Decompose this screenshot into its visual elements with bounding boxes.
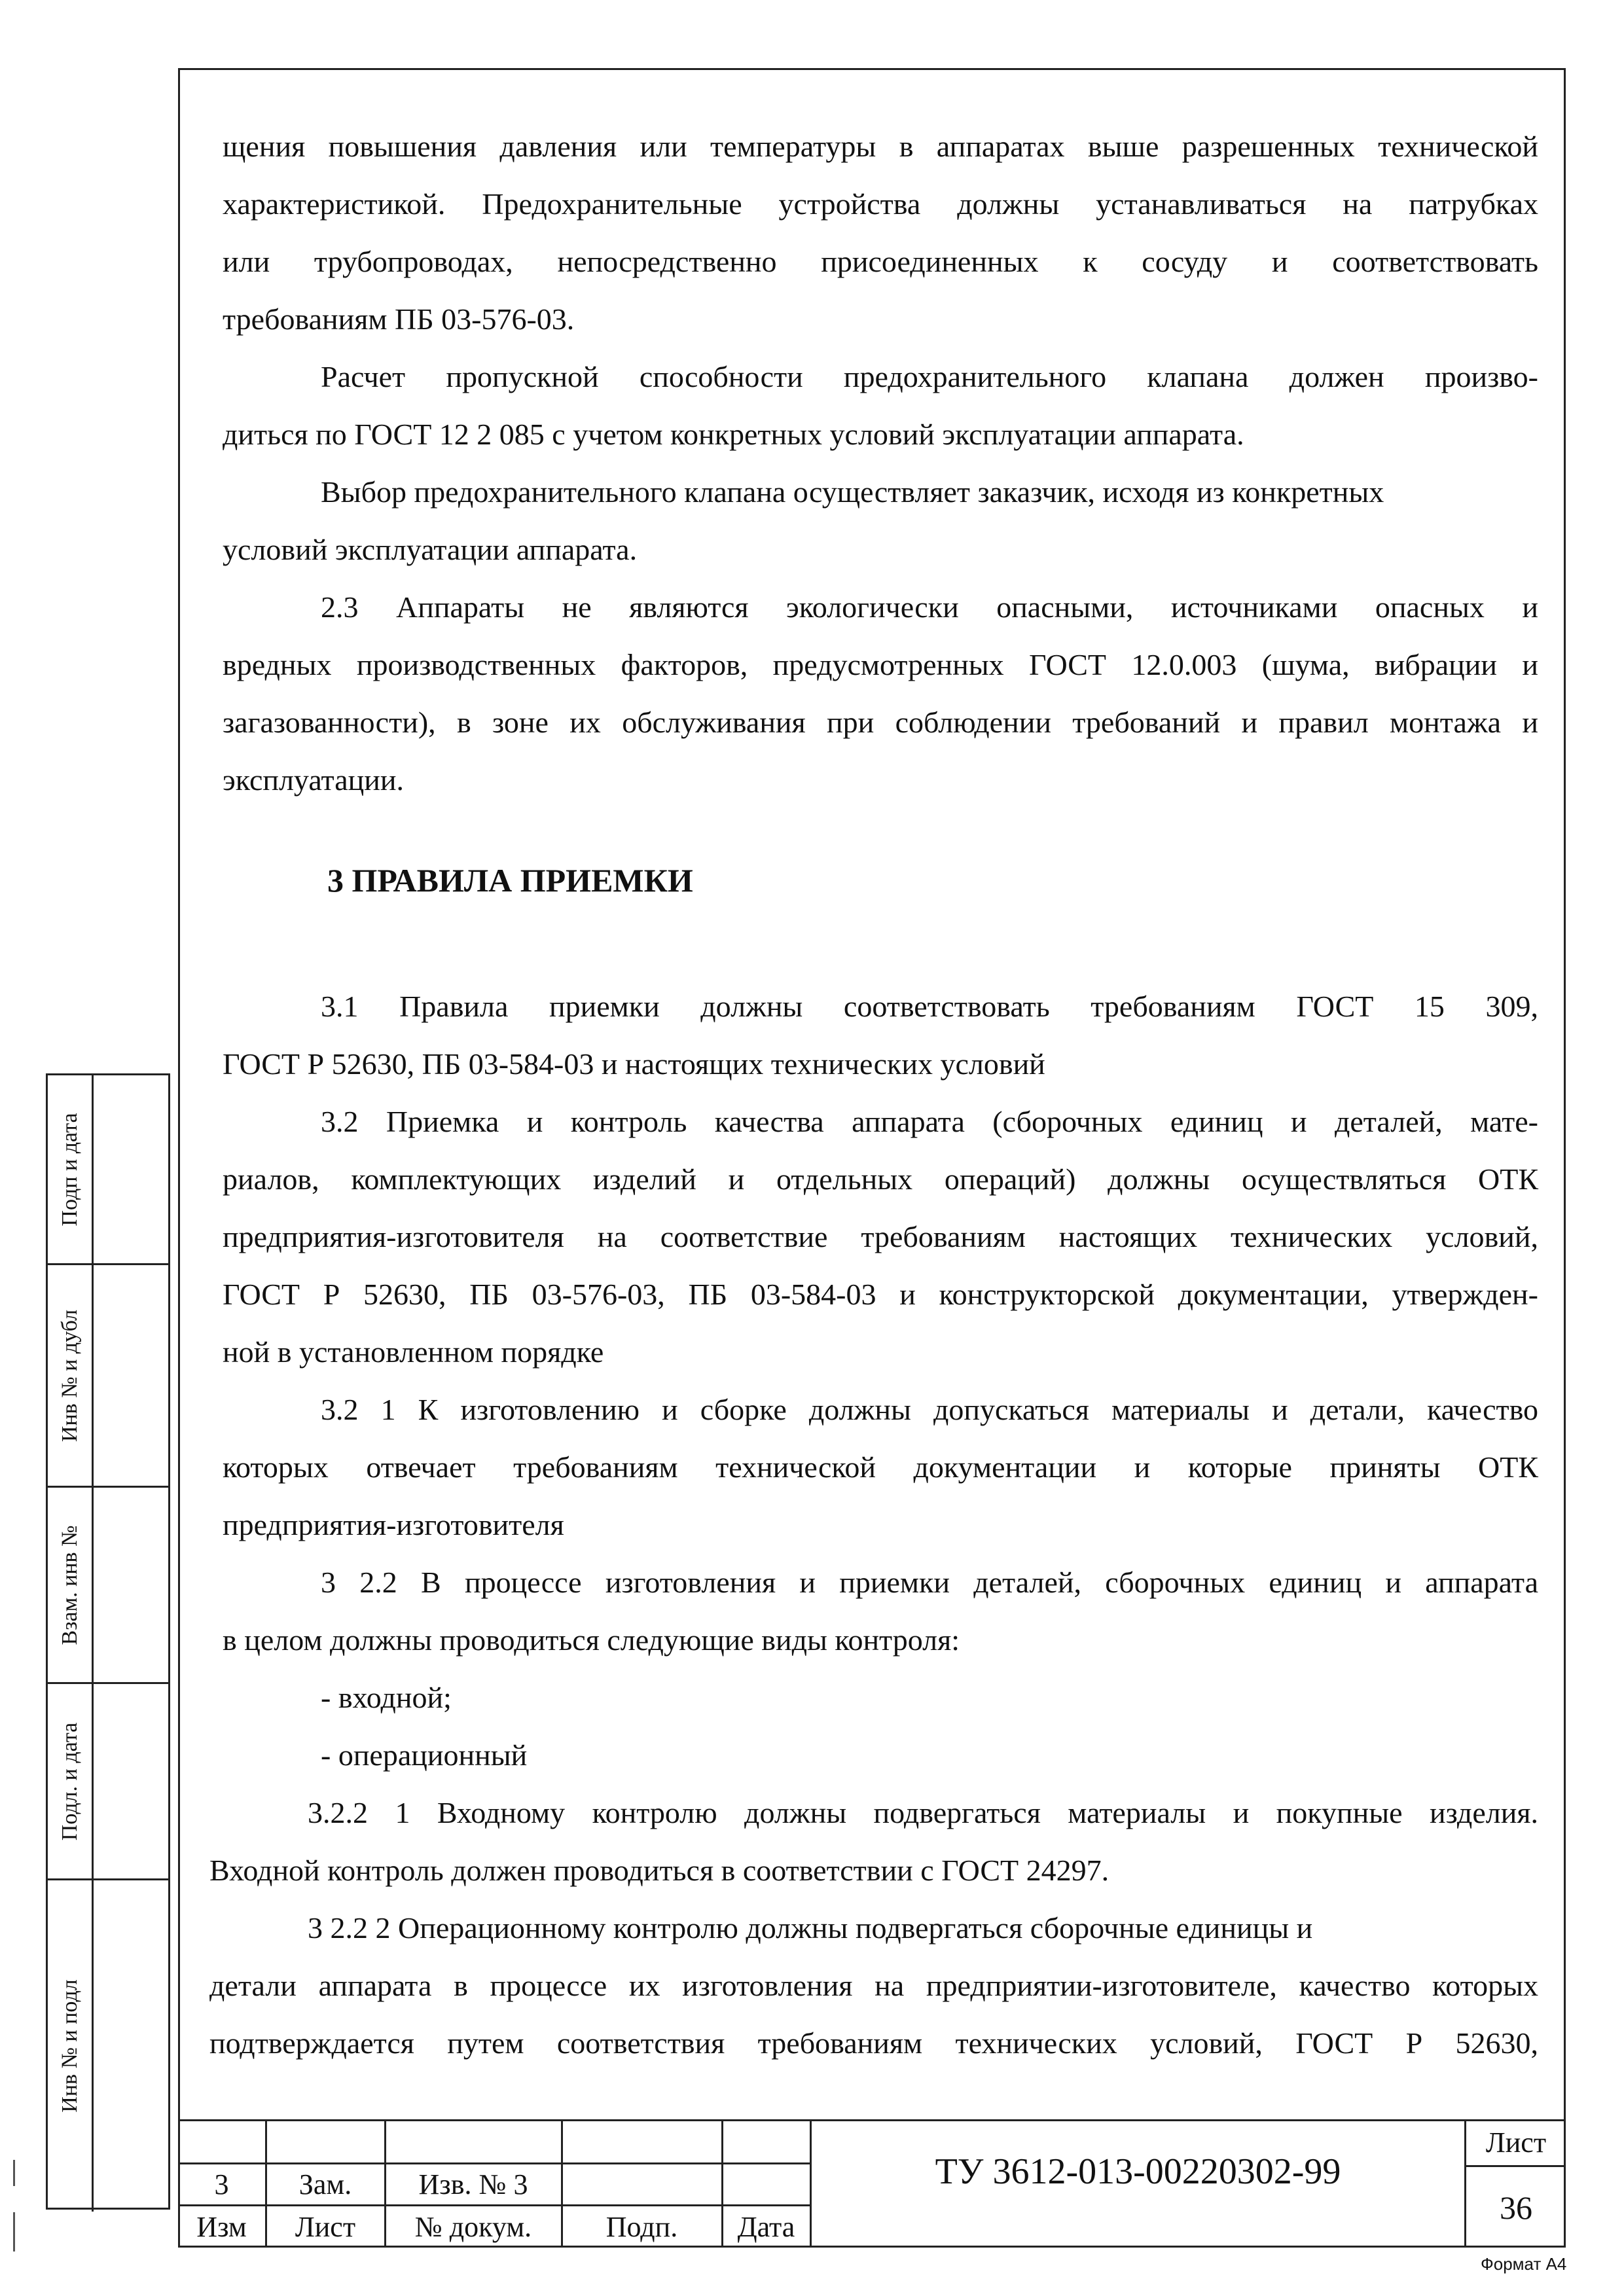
- strip-cell: [48, 1488, 168, 1684]
- text-line: подтверждается путем соответствия требованиям технических условий, ГОСТ Р 52630,: [209, 2026, 1538, 2060]
- format-label: Формат А4: [1481, 2254, 1567, 2274]
- text-line: загазованности), в зоне их обслуживания при соблюдении требований и правил монтажа и: [223, 706, 1538, 739]
- header-signature: Подп.: [605, 2210, 678, 2243]
- rev-change-number: 3: [214, 2168, 229, 2200]
- rev-date: [723, 2164, 810, 2204]
- strip-label: Взам. инв №: [57, 1524, 82, 1645]
- rev-document: Изв. № 3: [418, 2168, 528, 2200]
- rev-signature: [562, 2164, 721, 2204]
- section-heading: 3 ПРАВИЛА ПРИЕМКИ: [327, 862, 693, 899]
- margin-mark: [13, 2160, 15, 2186]
- strip-cell: [48, 1684, 168, 1880]
- text-line: ГОСТ Р 52630, ПБ 03-576-03, ПБ 03-584-03 и конструкторской документации, утвержден-: [223, 1278, 1538, 1311]
- rev-sheet: Зам.: [298, 2168, 352, 2200]
- text-line: детали аппарата в процессе их изготовления на предприятии-изготовителе, качество которых: [209, 1969, 1538, 2002]
- title-block: [178, 2119, 1566, 2248]
- text-line: 3 2.2 В процессе изготовления и приемки деталей, сборочных единиц и аппарата: [321, 1566, 1538, 1599]
- text-line: ной в установленном порядке: [223, 1335, 604, 1369]
- margin-mark: [13, 2212, 15, 2251]
- text-line: риалов, комплектующих изделий и отдельных операций) должны осуществляться ОТК: [223, 1162, 1538, 1196]
- strip-cell: [48, 1880, 168, 2212]
- strip-label: Подл. и дата: [57, 1722, 82, 1840]
- text-line: характеристикой. Предохранительные устройства должны устанавливаться на патрубках: [223, 187, 1538, 221]
- text-line: Расчет пропускной способности предохранительного клапана должен произво-: [321, 360, 1538, 393]
- header-document: № докум.: [414, 2210, 532, 2243]
- strip-cell: [48, 1075, 168, 1265]
- strip-label: Инв № и подл: [57, 1979, 82, 2113]
- text-line: требованиям ПБ 03-576-03.: [223, 302, 575, 336]
- header-date: Дата: [737, 2210, 795, 2243]
- list-item: - операционный: [321, 1738, 528, 1772]
- header-change: Изм: [196, 2210, 247, 2243]
- text-line: в целом должны проводиться следующие виды контроля:: [223, 1623, 960, 1657]
- text-line: диться по ГОСТ 12 2 085 с учетом конкретных условий эксплуатации аппарата.: [223, 418, 1244, 451]
- text-line: предприятия-изготовителя на соответствие требованиям настоящих технических условий,: [223, 1220, 1538, 1253]
- text-line: Входной контроль должен проводиться в соответствии с ГОСТ 24297.: [209, 1854, 1110, 1887]
- text-line: условий эксплуатации аппарата.: [223, 533, 638, 566]
- list-item: - входной;: [321, 1681, 452, 1714]
- text-line: 2.3 Аппараты не являются экологически опасными, источниками опасных и: [321, 590, 1538, 624]
- text-line: 3.1 Правила приемки должны соответствовать требованиям ГОСТ 15 309,: [321, 990, 1538, 1023]
- text-line: щения повышения давления или температуры в аппаратах выше разрешенных технической: [223, 130, 1538, 163]
- sheet-number: 36: [1500, 2189, 1532, 2226]
- text-line: 3.2 Приемка и контроль качества аппарата (сборочных единиц и деталей, мате-: [321, 1105, 1538, 1138]
- text-line: ГОСТ Р 52630, ПБ 03-584-03 и настоящих технических условий: [223, 1047, 1045, 1081]
- text-line: предприятия-изготовителя: [223, 1508, 564, 1541]
- text-line: 3.2 1 К изготовлению и сборке должны допускаться материалы и детали, качество: [321, 1393, 1538, 1426]
- header-sheet: Лист: [295, 2210, 356, 2243]
- document-code: ТУ 3612-013-00220302-99: [935, 2151, 1341, 2192]
- text-line: или трубопроводах, непосредственно присоединенных к сосуду и соответствовать: [223, 245, 1538, 278]
- text-line: которых отвечает требованиям технической документации и которые приняты ОТК: [223, 1450, 1538, 1484]
- text-line: 3.2.2 1 Входному контролю должны подвергаться материалы и покупные изделия.: [308, 1796, 1538, 1829]
- binding-strip: [46, 1073, 170, 2210]
- strip-label: Подп и дата: [57, 1112, 82, 1227]
- text-line: эксплуатации.: [223, 763, 404, 797]
- strip-cell: [48, 1265, 168, 1488]
- strip-label: Инв № и дубл: [57, 1309, 82, 1442]
- text-line: вредных производственных факторов, предусмотренных ГОСТ 12.0.003 (шума, вибрации и: [223, 648, 1538, 681]
- text-line: Выбор предохранительного клапана осуществляет заказчик, исходя из конкретных: [321, 475, 1384, 509]
- text-line: 3 2.2 2 Операционному контролю должны подвергаться сборочные единицы и: [308, 1911, 1313, 1945]
- sheet-label: Лист: [1485, 2126, 1547, 2159]
